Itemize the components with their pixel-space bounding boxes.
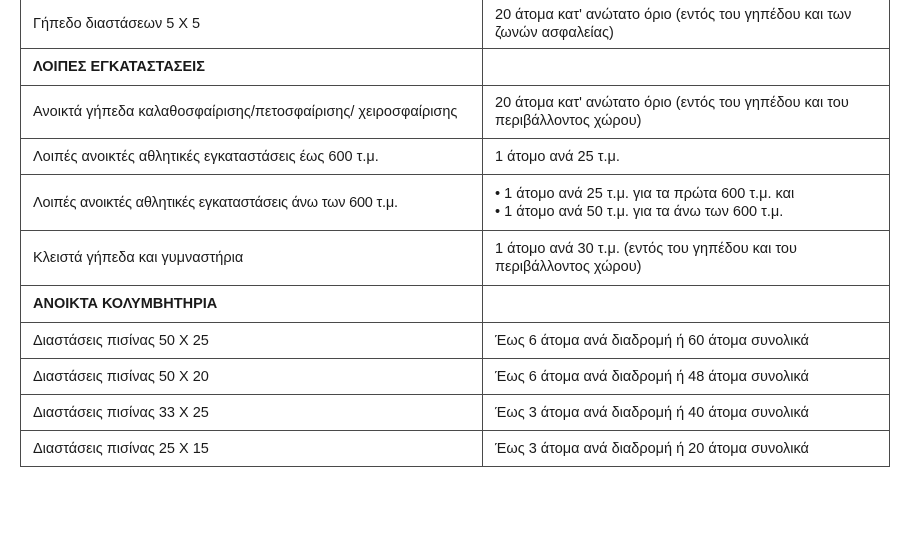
table-row — [21, 139, 890, 175]
facility-cell: Λοιπές ανοικτές αθλητικές εγκαταστάσεις άνω των 600 τ.μ. — [21, 175, 483, 231]
empty-cell — [483, 286, 890, 323]
facility-cell: Λοιπές ανοικτές αθλητικές εγκαταστάσεις έως 600 τ.μ. — [21, 139, 483, 175]
limit-cell: Έως 6 άτομα ανά διαδρομή ή 60 άτομα συνολικά — [483, 323, 890, 359]
facility-cell: Ανοικτά γήπεδα καλαθοσφαίρισης/πετοσφαίρισης/ χειροσφαίρισης — [21, 86, 483, 139]
table-row — [21, 323, 890, 359]
empty-cell — [483, 49, 890, 86]
capacity-table — [20, 0, 890, 467]
table-row — [21, 231, 890, 286]
facility-cell: Διαστάσεις πισίνας 50 Χ 20 — [21, 359, 483, 395]
facility-cell: Διαστάσεις πισίνας 50 Χ 25 — [21, 323, 483, 359]
limit-cell-bullets — [483, 175, 890, 231]
facility-cell: Γήπεδο διαστάσεων 5 Χ 5 — [21, 0, 483, 49]
facility-cell: Διαστάσεις πισίνας 25 Χ 15 — [21, 431, 483, 467]
limit-cell: Έως 3 άτομα ανά διαδρομή ή 20 άτομα συνολικά — [483, 431, 890, 467]
limit-cell: 1 άτομο ανά 30 τ.μ. (εντός του γηπέδου και του περιβάλλοντος χώρου) — [483, 231, 890, 286]
limit-cell: Έως 6 άτομα ανά διαδρομή ή 48 άτομα συνολικά — [483, 359, 890, 395]
table-row — [21, 395, 890, 431]
limit-cell: Έως 3 άτομα ανά διαδρομή ή 40 άτομα συνολικά — [483, 395, 890, 431]
table-row — [21, 86, 890, 139]
limit-cell: 20 άτομα κατ' ανώτατο όριο (εντός του γηπέδου και του περιβάλλοντος χώρου) — [483, 86, 890, 139]
limit-cell: 20 άτομα κατ' ανώτατο όριο (εντός του γηπέδου και των ζωνών ασφαλείας) — [483, 0, 890, 49]
section-title: ΑΝΟΙΚΤΑ ΚΟΛΥΜΒΗΤΗΡΙΑ — [21, 286, 483, 323]
section-title: ΛΟΙΠΕΣ ΕΓΚΑΤΑΣΤΑΣΕΙΣ — [21, 49, 483, 86]
table-row — [21, 0, 890, 49]
bullet-item: • 1 άτομο ανά 25 τ.μ. για τα πρώτα 600 τ.μ. και — [495, 185, 877, 203]
facility-cell: Κλειστά γήπεδα και γυμναστήρια — [21, 231, 483, 286]
bullet-item: • 1 άτομο ανά 50 τ.μ. για τα άνω των 600 τ.μ. — [495, 203, 877, 221]
table-row — [21, 175, 890, 231]
section-header-row — [21, 49, 890, 86]
table-row — [21, 431, 890, 467]
table-row — [21, 359, 890, 395]
facility-cell: Διαστάσεις πισίνας 33 Χ 25 — [21, 395, 483, 431]
section-header-row — [21, 286, 890, 323]
limit-cell: 1 άτομο ανά 25 τ.μ. — [483, 139, 890, 175]
